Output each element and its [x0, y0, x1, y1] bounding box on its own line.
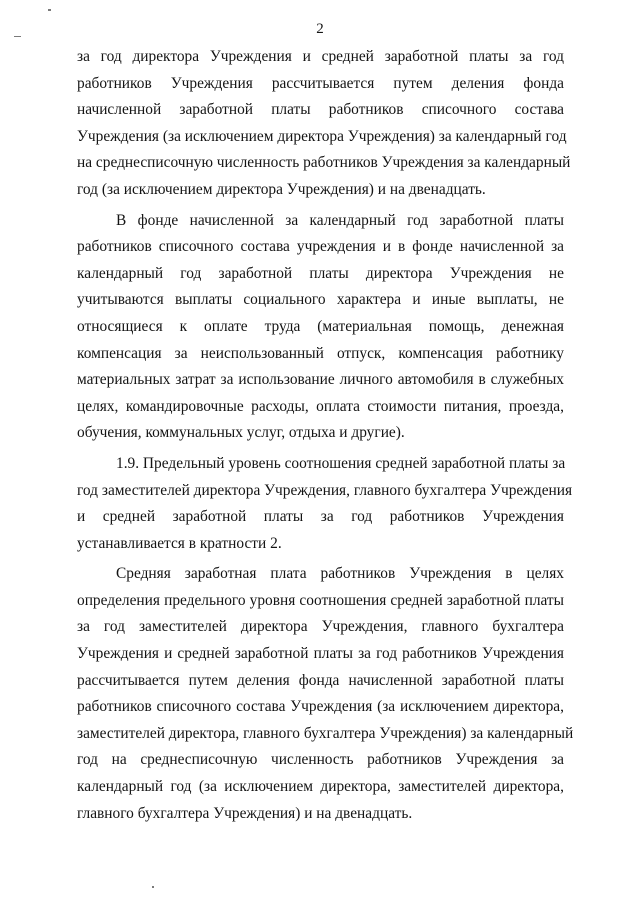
- page-number: 2: [316, 21, 324, 37]
- text-line: за год заместителей директора Учреждения, главного бухгалтера: [77, 618, 564, 636]
- text-line: целях, командировочные расходы, оплата стоимости питания, проезда,: [77, 397, 564, 415]
- text-line: устанавливается в кратности 2.: [77, 534, 282, 552]
- scan-speck: [152, 886, 154, 888]
- text-line: обучения, коммунальных услуг, отдыха и другие).: [77, 424, 405, 442]
- text-line: на среднесписочную численность работников Учреждения за календарный: [77, 154, 571, 172]
- text-line: начисленной заработной платы работников списочного состава: [77, 101, 564, 119]
- text-line: материальных затрат за использование личного автомобиля в служебных: [77, 371, 564, 389]
- text-line: рассчитывается путем деления фонда начисленной заработной платы: [77, 671, 564, 689]
- text-line: 1.9. Предельный уровень соотношения средней заработной платы за: [116, 454, 566, 472]
- text-line: В фонде начисленной за календарный год заработной платы: [116, 211, 564, 229]
- paragraph: [77, 561, 574, 827]
- text-line: работников списочного состава учреждения и в фонде начисленной за: [77, 238, 564, 256]
- text-line: Учреждения (за исключением директора Учреждения) за календарный год: [77, 127, 567, 145]
- text-line: и средней заработной платы за год работников Учреждения: [77, 508, 564, 526]
- text-line: учитываются выплаты социального характера и иные выплаты, не: [77, 291, 564, 309]
- text-line: заместителей директора, главного бухгалтера Учреждения) за календарный: [77, 724, 574, 742]
- paragraph: [77, 44, 571, 204]
- text-line: Учреждения и средней заработной платы за год работников Учреждения: [77, 645, 564, 663]
- text-line: относящиеся к оплате труда (материальная помощь, денежная: [77, 317, 564, 335]
- text-line: за год директора Учреждения и средней заработной платы за год: [77, 48, 564, 65]
- text-line: главного бухгалтера Учреждения) и на двенадцать.: [77, 804, 413, 822]
- text-line: календарный год заработной платы директора Учреждения не: [77, 264, 564, 282]
- text-line: работников списочного состава Учреждения (за исключением директора,: [77, 698, 564, 716]
- text-line: работников Учреждения рассчитывается путем деления фонда: [77, 74, 564, 92]
- text-line: год на среднесписочную численность работников Учреждения за: [77, 751, 564, 769]
- paragraph: [77, 451, 573, 557]
- document-body: [77, 44, 574, 827]
- text-line: год заместителей директора Учреждения, главного бухгалтера Учреждения: [77, 481, 573, 499]
- text-line: календарный год (за исключением директора, заместителей директора,: [77, 778, 564, 796]
- text-line: год (за исключением директора Учреждения) и на двенадцать.: [77, 180, 486, 198]
- paragraph: [77, 208, 564, 447]
- text-line: Средняя заработная плата работников Учреждения в целях: [116, 565, 564, 583]
- scan-speck: [48, 9, 51, 11]
- text-line: компенсация за неиспользованный отпуск, компенсация работнику: [77, 344, 564, 362]
- text-line: определения предельного уровня соотношения средней заработной платы: [77, 591, 564, 609]
